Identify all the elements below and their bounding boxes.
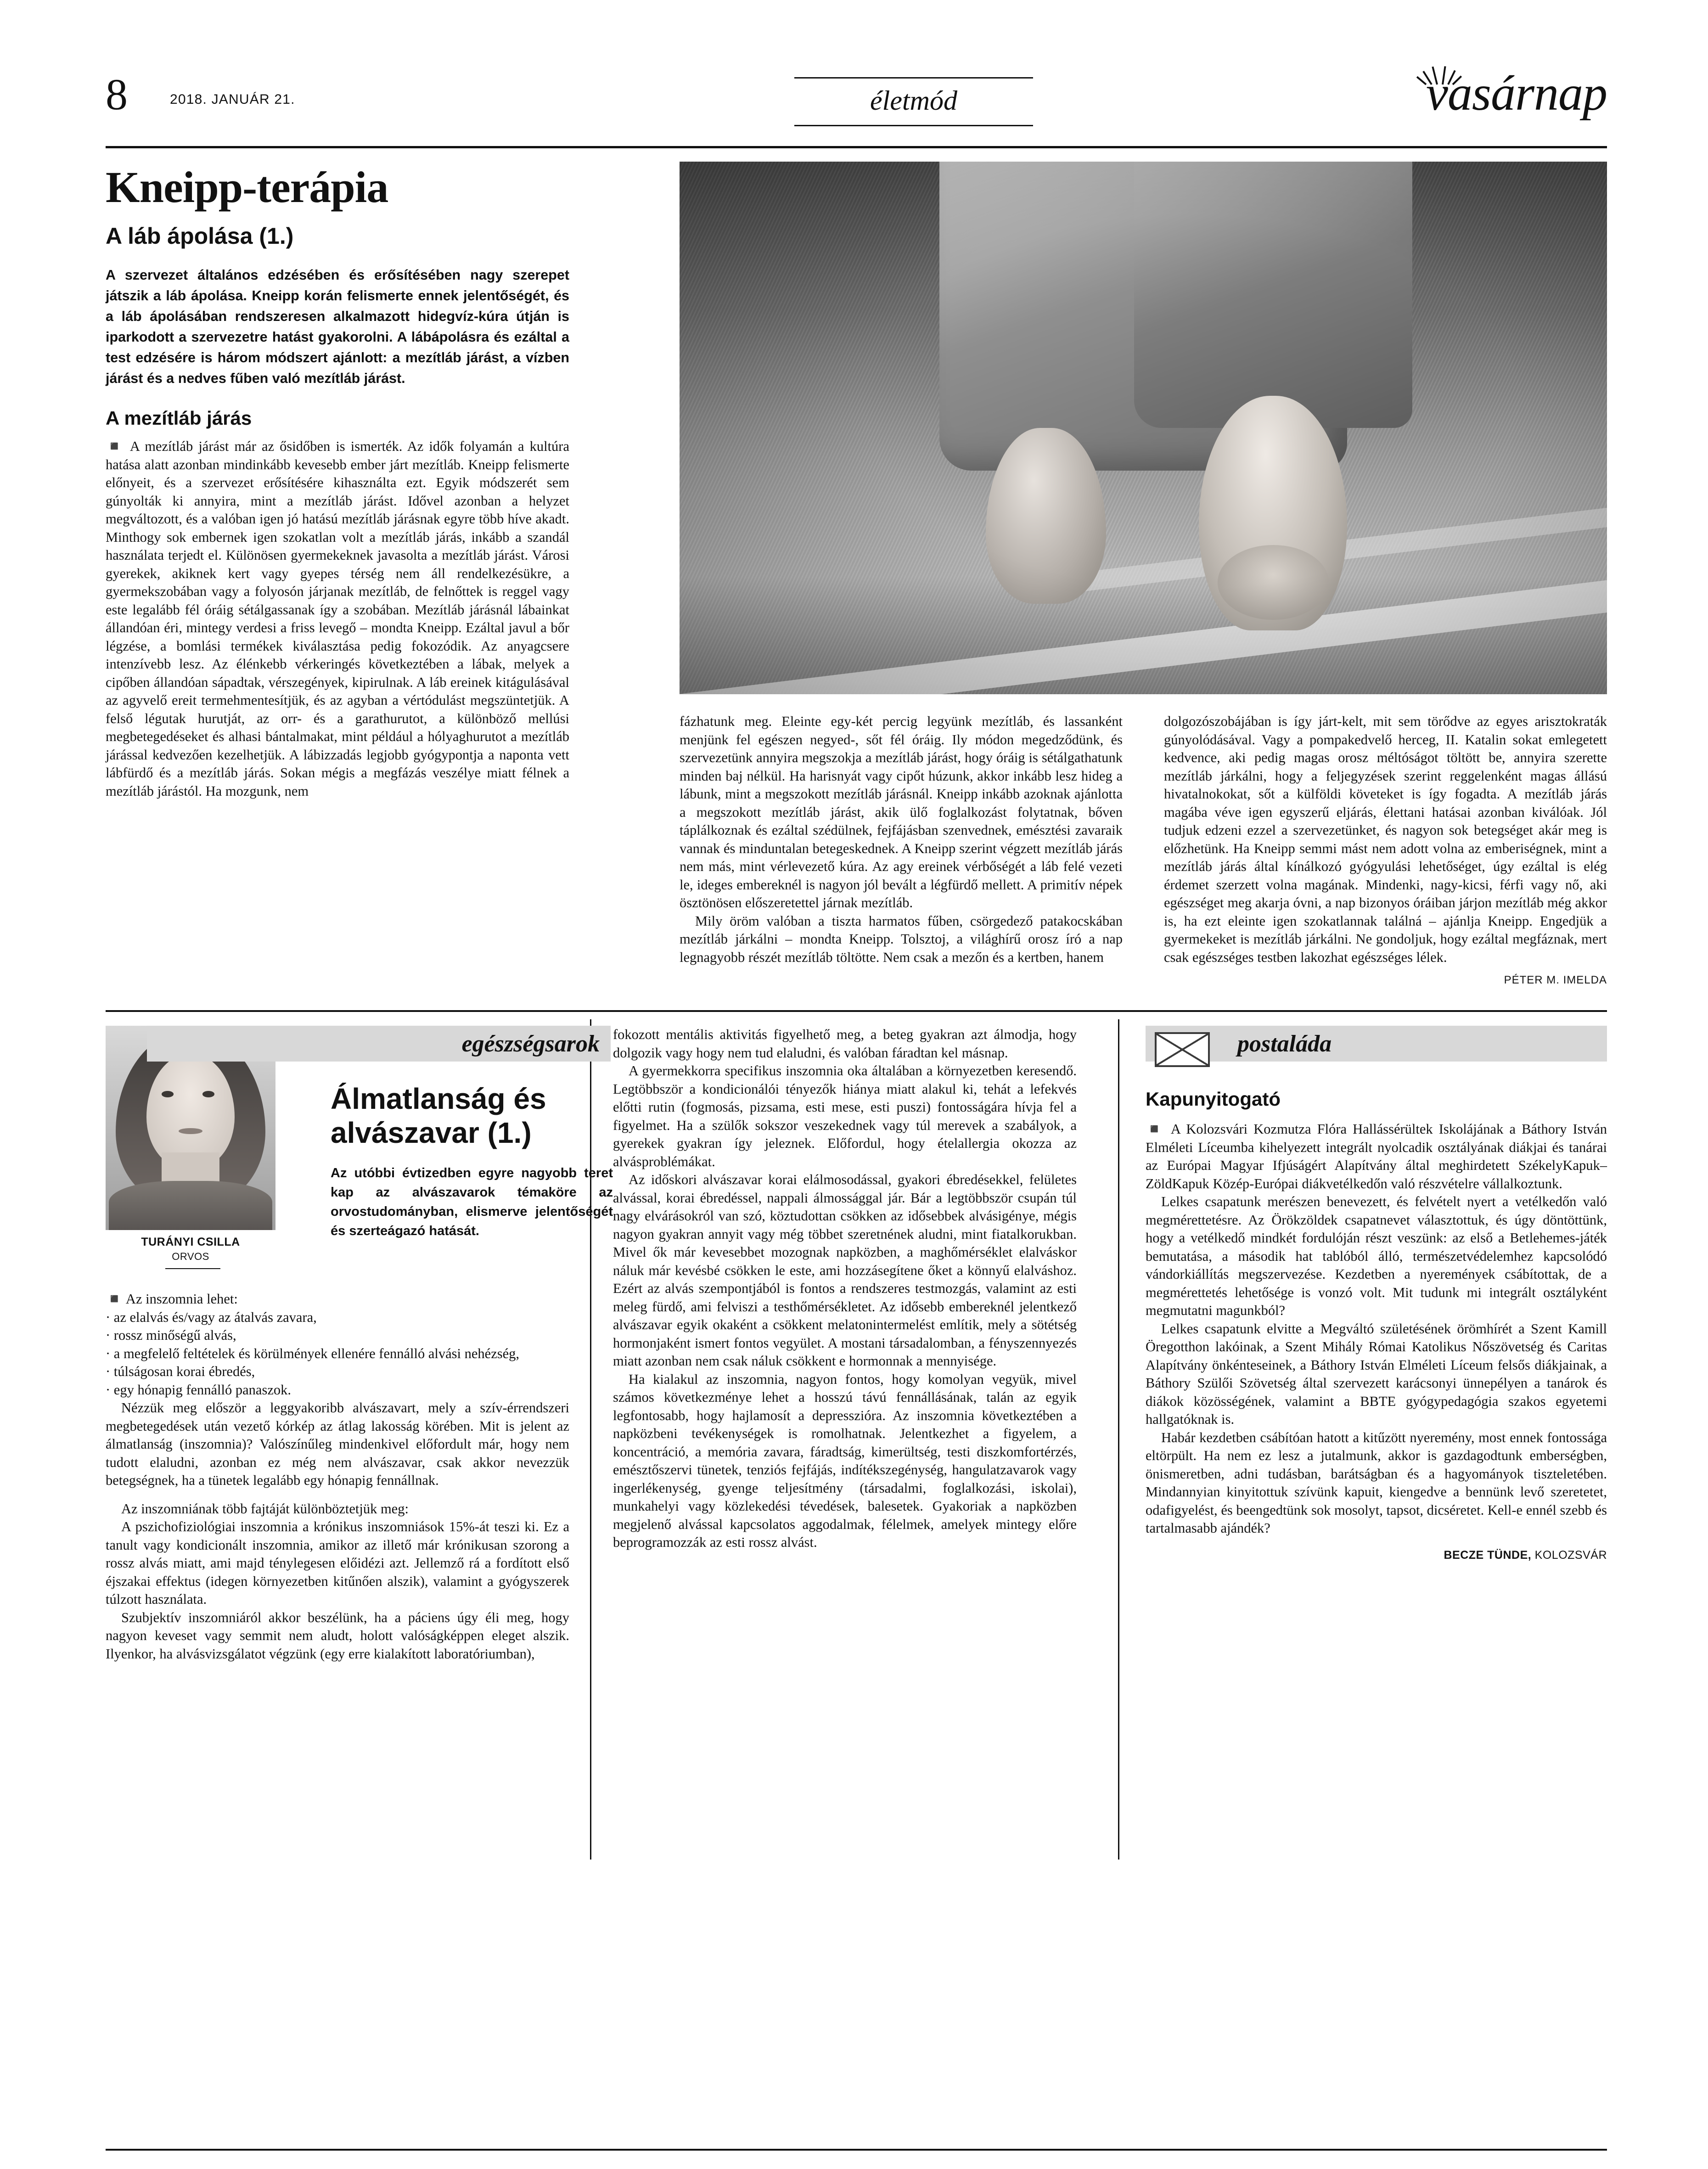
mailbox-signoff-place: KOLOZSVÁR bbox=[1534, 1548, 1607, 1562]
article-column-1 bbox=[106, 162, 569, 800]
mailbox-kicker-bar bbox=[1146, 1026, 1607, 1062]
issue-date: 2018. JANUÁR 21. bbox=[170, 92, 295, 107]
article-lower-columns bbox=[680, 713, 1607, 987]
author-rule bbox=[165, 1268, 220, 1269]
health-body-p2: Nézzük meg először a leggyakoribb alvászavart, mely a szív-érrendszeri megbetegedések után vezető kórkép az átlag lakosság körében. Mit is jelent az álmatlanság (inszomnia)? Valószínűleg mindenkivel előfordult már, hogy nem tudott elaludni, azonban ez még nem alvászavar, csak akkor nevezzük betegségnek, ha a tünetek legalább egy hónapig fennállnak. bbox=[106, 1400, 569, 1488]
health-body-p4: A pszichofiziológiai inszomnia a krónikus inszomniások 15%-át teszi ki. Ez a tanult vagy kondicionált inszomnia, amikor az illető már krónikusan szorong a rossz alvás miatt, ami majd ténylegesen előidézi azt. Jellemző rá a fordított első éjszakai effektus (idegen környezetben kitűnően alszik), valamint a gyógyszerek túlzott használata. bbox=[106, 1519, 569, 1607]
health-corner-kicker: egészségsarok bbox=[147, 1026, 611, 1062]
page-number: 8 bbox=[106, 70, 128, 119]
column-rule-2 bbox=[1118, 1019, 1119, 1860]
photo-vignette bbox=[680, 162, 1607, 694]
article-body-col2-p1: fázhatunk meg. Eleinte egy-két percig legyünk mezítláb, és lassanként menjünk fel egészen negyed-, sőt fél óráig. Ily módon megedződünk, és szervezetünk annyira megszokja a mezítláb járást, hogy óráig is sétálgathatunk minden baj nélkül. Ha harisnyát vagy cipőt húzunk, akkor inkább lesz hideg a lábunk, mint a megszokott mezítláb járásnál. Kneipp inkább azoknak ajánlotta a megszokott mezítláb járást, akik ülő foglalkozást folytatnak, bőven táplálkoznak és ezáltal szédülnek, fejfájásban szenvednek, emésztési zavaraik vannak és minduntalan betegeskednek. A Kneipp szerint végzett mezítláb járás nem más, mint vérlevezető kúra. Az agy ereinek vérbőségét a láb felé vezeti le, ideges embereknél is nagyon jól bevált a légfürdő mellett. A primitív népek ösztönösen előszeretettel járnak mezítláb. bbox=[680, 714, 1123, 910]
article-body-col1: ◾ A mezítláb járást már az ősidőben is ismerték. Az idők folyamán a kultúra hatása alatt azonban mindinkább kevesebb ember járt mezítláb. Kneipp felismerte előnyeit, és a szervezet erősítésére kihasználta ezt. Egyik módszerét sem gúnyolták ki annyira, mint a mezítláb járást. Idővel azonban a helyzet megváltozott, és a valóban igen jó hatású mezítláb járásnak egyre több híve akadt. Minthogy sok embernek igen szokatlan volt a mezítláb járás, inkább a szandál használata terjedt el. Különösen gyermekeknek javasolta a mezítláb járást. Városi gyerekek, akiknek kert vagy gyepes térség nem áll rendelkezésükre, a gyermekszobában vagy a folyosón járjanak mezítláb, de felnőttek is reggel vagy este legalább fél óráig sétálgassanak így a szobában. Mezítláb járásnál lábainkat állandóan éri, mintegy verdesi a friss levegő – mondta Kneipp. Ezáltal javul a bőr légzése, a bomlási termékek kiválasztása pedig fokozódik. Az anyagcsere intenzívebb lesz. Az élénkebb vérkeringés következtében a lábak, melyek a cipőben állandóan sápadtak, vérszegények, kipirulnak. A láb ereinek kitágulásával az agyvelő ereit termehmentesítjük, és az agyban a vértódulást megszüntetjük. A felső légutak hurutját, az orr- és a garathurutot, a különböző mellúsi megbetegedéseket és alhasi bántalmakat, mint például a hólyaghurutot a mezítláb járással kedvezően kezelhetjük. A lábizzadás legjobb gyógypontja a naponta vett lábfürdő és a mezítláb járás. Sokan mégis a megfázás veszélye miatt félnek a mezítláb járástól. Ha mozgunk, nem bbox=[106, 438, 569, 799]
author-name: TURÁNYI CSILLA bbox=[141, 1236, 240, 1248]
portrait-mouth bbox=[179, 1128, 202, 1134]
health-col2-p1: fokozott mentális aktivitás figyelhető meg, a beteg gyakran azt álmodja, hogy dolgozik vagy hogy nem tud elaludni, és valóban fáradtan kel másnap. bbox=[613, 1027, 1077, 1061]
portrait-face bbox=[146, 1054, 235, 1169]
masthead-divider bbox=[106, 146, 1607, 148]
article-photo-barefoot-walk bbox=[680, 162, 1607, 694]
mailbox-p1: ◾ A Kolozsvári Kozmutza Flóra Hallássérültek Iskolájának a Báthory István Elméleti Líceumba kihelyezett integrált nyolcadik osztályának diákjai és tanárai az Európai Magyar Ifjúságért Alapítvány által meghirdetett SzékelyKapuk–ZöldKapuk Közép-Európai diákvetélkedőn való részvételre vállalkoztunk. bbox=[1146, 1121, 1607, 1191]
portrait-eye-left bbox=[162, 1091, 174, 1097]
health-list-item-4: · egy hónapig fennálló panaszok. bbox=[106, 1382, 291, 1398]
article-body-col2-p2: Mily öröm valóban a tiszta harmatos fűben, csörgedező patakocskában mezítláb járkálni – mondta Kneipp. Tolsztoj, a világhírű orosz író a nap legnagyobb részét mezítláb töltötte. Nem csak a mezőn és a kertben, hanem bbox=[680, 913, 1123, 965]
article-subhead: A láb ápolása (1.) bbox=[106, 223, 294, 249]
health-corner-lede: Az utóbbi évtizedben egyre nagyobb teret kap az alvászavarok témaköre az orvostudományban, elismerve jelentőségét és szerteágazó hatását. bbox=[331, 1166, 613, 1238]
health-corner-headline: Álmatlanság és alvászavar (1.) bbox=[331, 1082, 546, 1149]
health-body-p5: Szubjektív inszomniáról akkor beszélünk, ha a páciens úgy éli meg, hogy nagyon keveset vagy semmit nem aludt, holott valóságképpen eleget alszik. Ilyenkor, ha alvásvizsgálatot végzünk (egy erre kialakított laboratóriumban), bbox=[106, 1609, 569, 1662]
masthead bbox=[106, 55, 1607, 147]
health-list-intro: ◾ Az inszomnia lehet: bbox=[106, 1291, 238, 1307]
health-list-item-3: · túlságosan korai ébredés, bbox=[106, 1364, 255, 1379]
brand-wordmark: vasárnap bbox=[1426, 66, 1607, 121]
mailbox-signoff-name: BECZE TÜNDE, bbox=[1444, 1548, 1532, 1562]
mailbox-signoff bbox=[1146, 1549, 1607, 1562]
page-bottom-rule bbox=[106, 2149, 1607, 2151]
section-label: életmód bbox=[794, 77, 1033, 126]
article-column-2 bbox=[680, 713, 1123, 987]
health-list-item-2: · a megfelelő feltételek és körülmények ellenére fennálló alvási nehézség, bbox=[106, 1345, 520, 1361]
section-divider bbox=[106, 1010, 1607, 1012]
mailbox-p4: Habár kezdetben csábítóan hatott a kitűzött nyeremény, most ennek fontossága eltörpült. Ha nem ez lesz a jutalmunk, akkor is gazdagodtunk emberségben, önismeretben, adni tudásban, barátságban és a hagyományok tiszteletében. Mindannyian kinyitottuk szívünk kapuit, kiengedve a bennünk levő szeretetet, odafigyelést, és beengedtünk sok mosolyt, tapsot, dicséretet. Kell-e ennél szebb és tartalmasabb ajándék? bbox=[1146, 1429, 1607, 1536]
article-lede: A szervezet általános edzésében és erősítésében nagy szerepet játszik a láb ápolása. Kneipp korán felismerte ennek jelentőségét, és a láb ápolásában rendszeresen alkalmazott hidegvíz-kúra útján is iparkodott a szervezetre hatást gyakorolni. A lábápolásra és ezáltal a test edzésére is három módszert ajánlott: a mezítláb járást, a vízben járást és a nedves fűben való mezítláb járást. bbox=[106, 267, 569, 386]
health-list-item-0: · az elalvás és/vagy az átalvás zavara, bbox=[106, 1309, 317, 1325]
health-body-p3: Az inszomniának több fajtáját különböztetjük meg: bbox=[121, 1500, 409, 1517]
page-sheet bbox=[106, 55, 1607, 1662]
mailbox-p2: Lelkes csapatunk merészen benevezett, és felvételt nyert a vetélkedőn való megmérettetésre. Az Örökzöldek csapatnevet választottuk, és úgy döntöttünk, hogy a vetélkedő mindkét fordulóján részt veszünk: az első a Betlehemes-játék bemutatása, a második hat tablóból álló, természetvédelemhez kapcsolódó vándorkiállítás megszervezése. Kezdetben a nyeremények csábítottak, de a megmérettetés lehetősége is vonzó volt. Mit tudunk mi integrált osztályként megmutatni magunkból? bbox=[1146, 1194, 1607, 1318]
article-column-3 bbox=[1164, 713, 1607, 987]
article-headline: Kneipp-terápia bbox=[106, 163, 388, 212]
mailbox-p3: Lelkes csapatunk elvitte a Megváltó születésének örömhírét a Szent Kamill Öregotthon lakóinak, a Szent Mihály Római Katolikus Nőszövetség és Caritas Alapítvány önkénteseinek, a Báthory István Elméleti Líceum felsős diákjainak, a Báthory Szülői Szövetség által szervezett karácsonyi ünnepélyen a tanárok és diákok közösségének, valamint a BBTE gyógypedagógia szakos egyetemi hallgatóknak is. bbox=[1146, 1321, 1607, 1427]
health-col2-p3: Az időskori alvászavar korai elálmosodással, gyakori ébredésekkel, felületes alvással, korai ébredéssel, nappali álmossággal jár. Bár a legtöbbször csupán túl nagy elvárásokról van szó, köztudottan csökken az idősebbek alvásigénye, mégis nagyon gyakran annyit vagy még többet szeretnének aludni, mint fiatalkorukban. Mivel ők már kevesebbet mozognak napközben, a maghőmérséklet elalváskor náluk már kevésbé csökken le este, ami hozzásegítene őket a könnyű elalváshoz. Ezért az alvás szempontjából is fontos a rendszeres testmozgás, valamint az esti meleg fürdő, ami felviszi a testhőmérsékletet. Az idősebb embereknél jelentkező alvászavar egyik okaként a csökkent melatonintermelést említik, mely a sötétség hormonjaként ismert fontos vegyület. A mostani társadalomban, a fényszennyezés miatt azonban nem csak náluk csökkent e hormonnak a mennyisége. bbox=[613, 1172, 1077, 1369]
portrait-shoulders bbox=[109, 1181, 272, 1230]
article-body-col3-p1: dolgozószobájában is így járt-kelt, mit sem törődve az egyes arisztokraták gúnyolódásával. Vagy a pompakedvelő herceg, II. Katalin sokat emlegetett kedvence, aki pedig magas orosz méltóságot töltött be, annyira szerette mezítláb járkálni, hogy a feljegyzések szerint reggelenként magas állású hivatalnokokat, sőt a külföldi követeket is így fogadta. A mezítláb járás magába véve igen egyszerű eljárás, élettani hatásai azonban kiválóak. Jól tudjuk edzeni ezzel a szervezetünket, és nagyon sok betegséget akár meg is előzhetünk. Ha Kneipp semmi mást nem adott volna az emberiségnek, mint a mezítláb járás által kínálkozó gyógyulási lehetőséget, úgy ezáltal is elég érdemet szerzett volna magának. Mindenki, nagy-kicsi, férfi vagy nő, aki egészséget meg akarja óvni, a nap bizonyos óráiban járjon mezítláb még akkor is, ha ezt eleinte igen szokatlannak találná – ajánlja Kneipp. Engedjük a gyermekeket is mezítláb járkálni. Ne gondoljuk, hogy ezáltal megfáznak, mert csak egészséges testben lakozhat egészséges lélek. bbox=[1164, 714, 1607, 965]
health-list-item-1: · rossz minőségű alvás, bbox=[106, 1327, 236, 1343]
mailbox-title: Kapunyitogató bbox=[1146, 1088, 1281, 1110]
portrait-eye-right bbox=[202, 1091, 214, 1097]
author-role: ORVOS bbox=[172, 1251, 209, 1262]
mailbox-kicker-label: postaláda bbox=[1237, 1030, 1332, 1057]
article-byline: PÉTER M. IMELDA bbox=[1504, 974, 1607, 986]
envelope-icon bbox=[1155, 1032, 1210, 1067]
article-crosshead: A mezítláb járás bbox=[106, 407, 252, 429]
health-col2-p2: A gyermekkorra specifikus inszomnia oka általában a környezetben keresendő. Legtöbbször a kondicionálói tényezők hiánya miatt alakul ki, tehát a lefekvés előtti rutin (fogmosás, pizsama, esti mese, esti puszi) fontosságára hívja fel a figyelmet. Ha a szülők sokszor veszekednek vagy túl merevek a szabályok, a gyerekek gyakran így jeleznek. Előfordul, hogy ételallergia okozza az alvásproblémákat. bbox=[613, 1063, 1077, 1169]
mailbox-column bbox=[1146, 1026, 1607, 1562]
health-col2-p4: Ha kialakul az inszomnia, nagyon fontos, hogy komolyan vegyük, mivel számos következménye lehet a hosszú távú fennállásának, talán az egyik legfontosabb, hogy hajlamosít a depresszióra. Az inszomnia következtében a napközbeni tevékenységek is romolhatnak. Jelentkezhet a figyelem, a koncentráció, a memória zavara, fáradtság, kimerültség, testi diszkomfortérzés, emésztőszervi tünetek, tenziós fejfájás, indítékszegénység, hangulatzavarok vagy ingerlékenység, gyenge teljesítmény (társadalmi, foglalkozási, iskolai), munkahelyi vagy közlekedési tévedések, balesetek. Gyakoriak a napközben megjelenő alvással kapcsolatos aggodalmak, félelmek, amelyek mintegy előre beprogramozzák az esti rossz alvást. bbox=[613, 1371, 1077, 1550]
